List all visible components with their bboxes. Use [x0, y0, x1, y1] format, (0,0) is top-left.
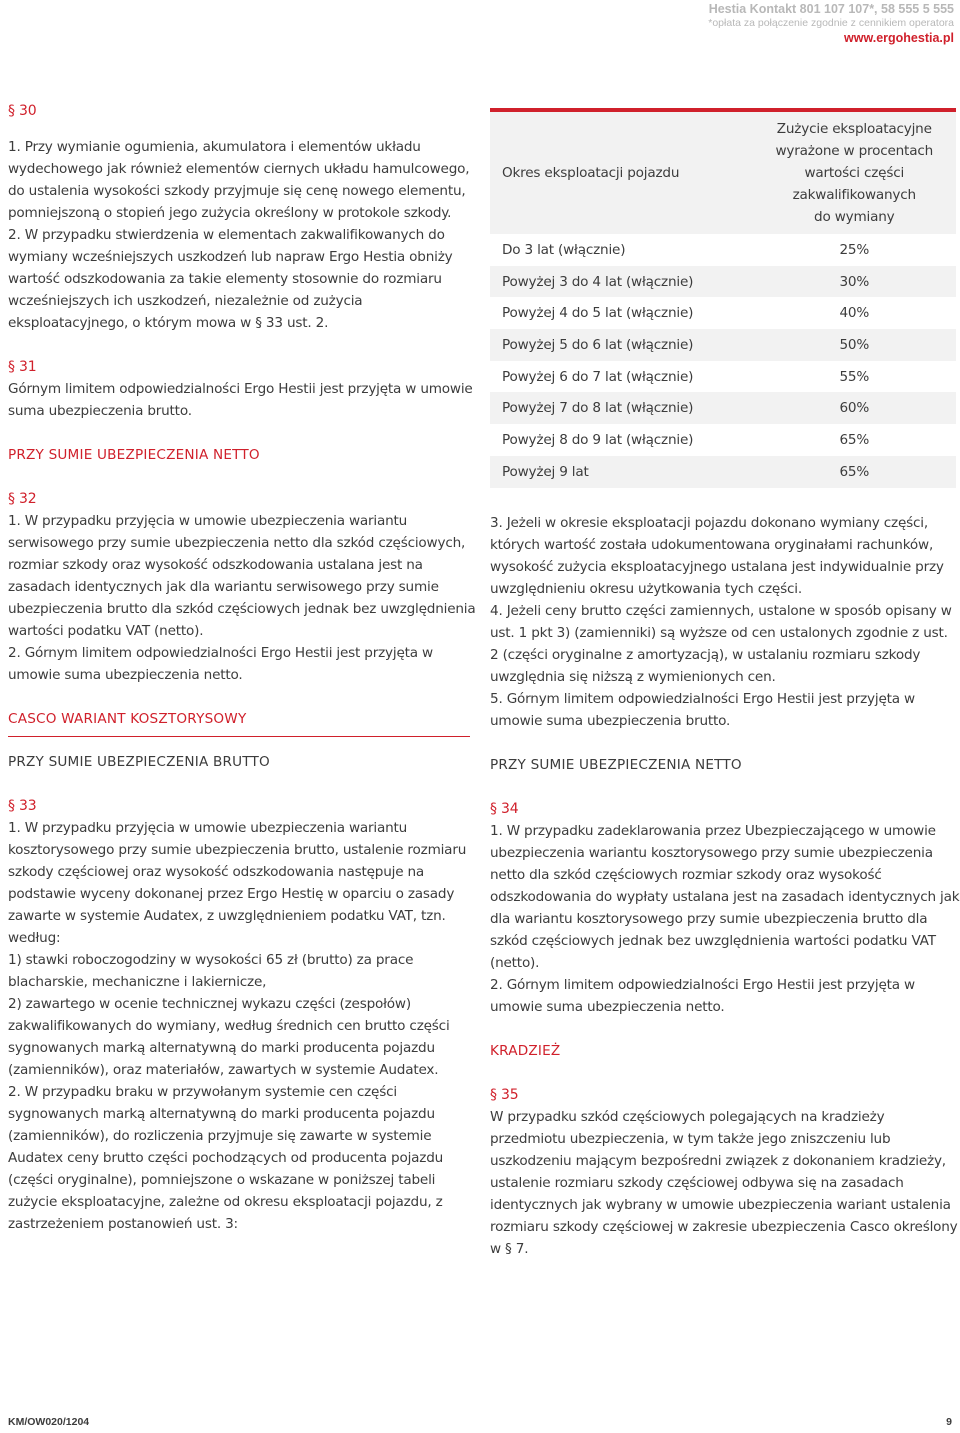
section-30-title: § 30: [8, 103, 37, 119]
section-31-p1: Górnym limitem odpowiedzialności Ergo Hestii jest przyjęta w umowie suma ubezpieczenia brutto.: [8, 381, 473, 419]
section-33-p4: 4. Jeżeli ceny brutto części zamiennych, ustalone w sposób opisany w ust. 1 pkt 3) (zamienniki) są wyższe od cen ustalonych zgodnie z ust. 2 (części oryginalne z amortyzacją), w ustalaniu rozmiaru szkody uwzględnia się niższą z wymienionych cen.: [490, 603, 952, 685]
document-code: KM/OW020/1204: [8, 1416, 90, 1428]
header-wear: Zużycie eksploatacyjne wyrażone w procentach wartości części zakwalifikowanych do wymiany: [753, 112, 956, 234]
left-column: [8, 100, 478, 1235]
section-35-p1: W przypadku szkód częściowych polegających na kradzieży przedmiotu ubezpieczenia, w tym także jego zniszczeniu lub uszkodzeniu mającym bezpośredni związek z dokonaniem kradzieży, ustalenie rozmiaru szkody częściowej odbywa się na zasadach identycznych jak wybrany w umowie ubezpieczenia wariant ustalenia rozmiaru szkody częściowej w zakresie ubezpieczenia Casco określony w § 7.: [490, 1109, 958, 1257]
section-33-p2: 2. W przypadku braku w przywołanym systemie cen części sygnowanych marką alternatywną do marki producenta pojazdu (zamienników), do rozliczenia przyjmuje się zawarte w systemie Audatex ceny brutto części pochodzących od producenta pojazdu (części oryginalne), pomniejszone o wskazane w poniższej tabeli zużycie eksploatacyjne, zależne od okresu eksploatacji pojazdu, z zastrzeżeniem postanowień ust. 3:: [8, 1084, 444, 1232]
section-30-p2: 2. W przypadku stwierdzenia w elementach zakwalifikowanych do wymiany wcześniejszych uszkodzeń lub napraw Ergo Hestia obniży wartość odszkodowania za takie elementy stosownie do rozmiaru wcześniejszych ich uszkodzeń, niezależnie od zużycia eksploatacyjnego, o którym mowa w § 33 ust. 2.: [8, 227, 453, 331]
table-row: Powyżej 5 do 6 lat (włącznie) 50%: [490, 329, 956, 361]
table-row: Powyżej 7 do 8 lat (włącznie) 60%: [490, 392, 956, 424]
section-32-p1: 1. W przypadku przyjęcia w umowie ubezpieczenia wariantu serwisowego przy sumie ubezpieczenia netto dla szkód częściowych, rozmiar szkody oraz wysokość odszkodowania ustalana jest na zasadach identycznych jak dla wariantu serwisowego przy sumie ubezpieczenia brutto dla szkód częściowych jednak bez uwzględnienia wartości podatku VAT (netto).: [8, 513, 476, 639]
table-row: Do 3 lat (włącznie) 25%: [490, 234, 956, 266]
heading-netto-right: PRZY SUMIE UBEZPIECZENIA NETTO: [490, 757, 742, 773]
header-period: Okres eksploatacji pojazdu: [490, 112, 753, 234]
page-number: 9: [946, 1416, 952, 1428]
section-32-title: § 32: [8, 491, 37, 507]
section-31-title: § 31: [8, 359, 37, 375]
table-row: Powyżej 4 do 5 lat (włącznie) 40%: [490, 297, 956, 329]
table-row: Powyżej 9 lat 65%: [490, 456, 956, 488]
section-34-p1: 1. W przypadku zadeklarowania przez Ubezpieczającego w umowie ubezpieczenia wariantu kosztorysowego przy sumie ubezpieczenia netto dla szkód częściowych rozmiar szkody oraz wysokość odszkodowania do wypłaty ustalana jest na zasadach identycznych jak dla wariantu kosztorysowego przy sumie ubezpieczenia brutto dla szkód częściowych jednak bez uwzględnienia wartości podatku VAT (netto).: [490, 823, 960, 971]
section-33-p1: 1. W przypadku przyjęcia w umowie ubezpieczenia wariantu kosztorysowego przy sumie ubezpieczenia brutto, ustalenie rozmiaru szkody częściowej oraz wysokość odszkodowania następuje na podstawie wyceny dokonanej przez Ergo Hestię w oparciu o zasady zawarte w systemie Audatex, z uwzględnieniem podatku VAT, tzn. według:: [8, 820, 467, 946]
page-header: [708, 2, 954, 47]
contact-line: Hestia Kontakt 801 107 107*, 58 555 5 555: [708, 2, 954, 16]
website-link[interactable]: www.ergohestia.pl: [844, 31, 954, 45]
section-33-p1b: 2) zawartego w ocenie technicznej wykazu części (zespołów) zakwalifikowanych do wymiany, według średnich cen brutto części sygnowanych marką alternatywną do marki producenta pojazdu (zamienników), oraz materiałów, zawartych w systemie Audatex.: [8, 996, 450, 1078]
heading-brutto: PRZY SUMIE UBEZPIECZENIA BRUTTO: [8, 754, 270, 770]
section-33-p3: 3. Jeżeli w okresie eksploatacji pojazdu dokonano wymiany części, których wartość została udokumentowana oryginałami rachunków, wysokość zużycia eksploatacyjnego ustalana jest indywidualnie przy uwzględnieniu okresu użytkowania tych części.: [490, 515, 944, 597]
section-33-title: § 33: [8, 798, 37, 814]
wear-table: [490, 108, 956, 488]
contact-note: *opłata za połączenie zgodnie z cennikiem operatora: [708, 17, 954, 29]
section-34-p2: 2. Górnym limitem odpowiedzialności Ergo Hestii jest przyjęta w umowie suma ubezpieczenia netto.: [490, 977, 915, 1015]
table-row: Powyżej 8 do 9 lat (włącznie) 65%: [490, 424, 956, 456]
section-35-title: § 35: [490, 1087, 519, 1103]
table-row: Powyżej 6 do 7 lat (włącznie) 55%: [490, 361, 956, 393]
wear-table-header: [490, 112, 956, 234]
heading-kradziez: KRADZIEŻ: [490, 1043, 561, 1059]
section-34-title: § 34: [490, 801, 519, 817]
table-row: Powyżej 3 do 4 lat (włącznie) 30%: [490, 266, 956, 298]
right-column: [490, 512, 960, 1260]
section-33-p1a: 1) stawki roboczogodziny w wysokości 65 zł (brutto) za prace blacharskie, mechaniczne i lakiernicze,: [8, 952, 414, 990]
section-30-p1: 1. Przy wymianie ogumienia, akumulatora i elementów układu wydechowego jak również elementów ciernych układu hamulcowego, do ustalenia wysokości szkody przyjmuje się cenę nowego elementu, pomniejszoną o stopień jego zużycia określony w protokole szkody.: [8, 139, 470, 221]
heading-netto: PRZY SUMIE UBEZPIECZENIA NETTO: [8, 447, 260, 463]
section-33-p5: 5. Górnym limitem odpowiedzialności Ergo Hestii jest przyjęta w umowie suma ubezpieczenia brutto.: [490, 691, 915, 729]
section-32-p2: 2. Górnym limitem odpowiedzialności Ergo Hestii jest przyjęta w umowie suma ubezpieczenia netto.: [8, 645, 433, 683]
heading-casco-kosztorysowy: CASCO WARIANT KOSZTORYSOWY: [8, 711, 247, 727]
